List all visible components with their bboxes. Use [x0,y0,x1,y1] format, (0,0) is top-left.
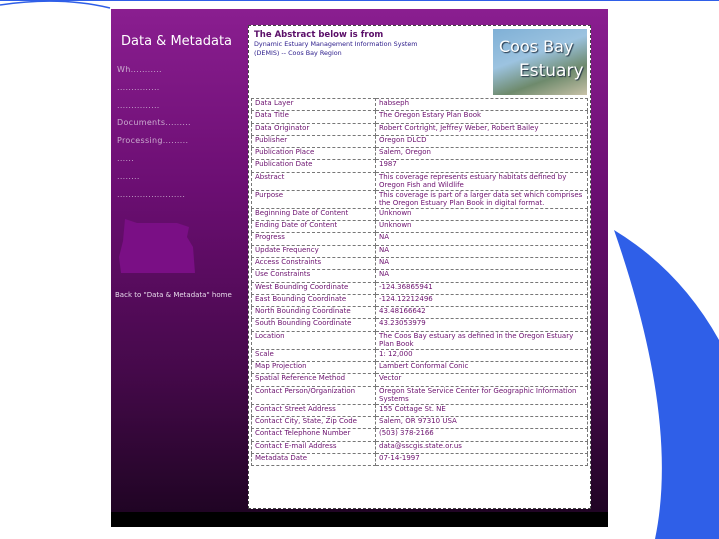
field-value: Salem, OR 97310 USA [376,416,588,428]
field-value: 43.48166642 [376,307,588,319]
table-row [252,99,588,111]
slide-right-swoosh [610,230,719,539]
field-label: Scale [252,349,376,361]
field-value: (503) 378-2166 [376,429,588,441]
field-value: Robert Cortright, Jeffrey Weber, Robert Bailey [376,123,588,135]
field-label: Publication Date [252,160,376,172]
field-label: North Bounding Coordinate [252,307,376,319]
table-row [252,135,588,147]
field-label: Map Projection [252,362,376,374]
field-value: Lambert Conformal Conic [376,362,588,374]
sidebar [111,9,247,509]
field-value: 1987 [376,160,588,172]
field-value: -124.12212496 [376,294,588,306]
table-row [252,282,588,294]
table-row [252,307,588,319]
table-row [252,160,588,172]
table-row [252,294,588,306]
field-value: habseph [376,99,588,111]
field-value: Oregon State Service Center for Geographic Information Systems [376,386,588,404]
metadata-table [251,98,588,466]
table-row [252,362,588,374]
field-label: Contact Telephone Number [252,429,376,441]
field-value: The Oregon Estary Plan Book [376,111,588,123]
field-label: Contact City, State, Zip Code [252,416,376,428]
field-label: Data Title [252,111,376,123]
abstract-header [254,30,484,58]
logo-text-line-1: Coos Bay [499,37,574,56]
table-row [252,270,588,282]
sidebar-item-8[interactable]: ........................ [117,189,186,199]
table-row [252,416,588,428]
table-row [252,386,588,404]
table-row [252,208,588,220]
field-value: NA [376,270,588,282]
field-label: Use Constraints [252,270,376,282]
field-value: Salem, Oregon [376,148,588,160]
sidebar-item-documents[interactable]: Documents......... [117,118,191,128]
table-row [252,441,588,453]
sidebar-item-3[interactable]: ............... [117,100,160,110]
table-row [252,172,588,190]
field-label: Abstract [252,172,376,190]
field-label: Update Frequency [252,245,376,257]
field-label: Contact Street Address [252,404,376,416]
field-label: Ending Date of Content [252,221,376,233]
field-value: 1: 12,000 [376,349,588,361]
table-row [252,453,588,465]
field-label: Spatial Reference Method [252,374,376,386]
table-row [252,123,588,135]
logo-text-line-2: Estuary [519,61,584,81]
field-value: data@sscgis.state.or.us [376,441,588,453]
field-value: This coverage represents estuary habitats defined by Oregon Fish and Wildlife [376,172,588,190]
table-row [252,429,588,441]
sidebar-item-7[interactable]: ........ [117,171,140,181]
abstract-panel [248,25,591,509]
field-label: Contact Person/Organization [252,386,376,404]
field-value: This coverage is part of a larger data set which comprises the Oregon Estuary Plan Book in digital format. [376,190,588,208]
field-value: Unknown [376,208,588,220]
coos-bay-estuary-logo [493,29,587,95]
sidebar-item-2[interactable]: ............... [117,82,160,92]
field-value: The Coos Bay estuary as defined in the Oregon Estuary Plan Book [376,331,588,349]
abstract-source-line-1: Dynamic Estuary Management Information System [254,40,418,48]
field-value: 07-14-1997 [376,453,588,465]
field-label: Progress [252,233,376,245]
field-value: Vector [376,374,588,386]
sidebar-item-processing[interactable]: Processing......... [117,136,189,146]
field-label: East Bounding Coordinate [252,294,376,306]
field-label: Access Constraints [252,257,376,269]
sidebar-item-6[interactable]: ...... [117,153,135,163]
field-value: NA [376,233,588,245]
table-row [252,233,588,245]
table-row [252,404,588,416]
field-label: South Bounding Coordinate [252,319,376,331]
sidebar-title: Data & Metadata [121,34,233,49]
field-value: NA [376,257,588,269]
table-row [252,257,588,269]
table-row [252,331,588,349]
field-label: Data Originator [252,123,376,135]
field-value: Unknown [376,221,588,233]
sidebar-menu [117,65,191,207]
field-label: Data Layer [252,99,376,111]
abstract-source-line-2: (DEMIS) -- Coos Bay Region [254,49,342,57]
page-frame-bottom-bar [111,512,608,527]
oregon-state-icon [117,217,199,275]
field-label: West Bounding Coordinate [252,282,376,294]
field-value: 155 Cottage St. NE [376,404,588,416]
field-value: NA [376,245,588,257]
field-label: Publisher [252,135,376,147]
field-value: 43.23053979 [376,319,588,331]
field-label: Location [252,331,376,349]
abstract-title: The Abstract below is from [254,30,384,40]
field-label: Beginning Date of Content [252,208,376,220]
field-label: Metadata Date [252,453,376,465]
sidebar-home-link[interactable]: Back to "Data & Metadata" home [115,291,232,299]
field-label: Contact E-mail Address [252,441,376,453]
field-value: -124.36865941 [376,282,588,294]
table-row [252,319,588,331]
table-row [252,190,588,208]
table-row [252,245,588,257]
table-row [252,148,588,160]
table-row [252,374,588,386]
field-value: Oregon DLCD [376,135,588,147]
field-label: Purpose [252,190,376,208]
sidebar-item-1[interactable]: Wh........... [117,65,162,74]
table-row [252,349,588,361]
field-label: Publication Place [252,148,376,160]
table-row [252,221,588,233]
table-row [252,111,588,123]
